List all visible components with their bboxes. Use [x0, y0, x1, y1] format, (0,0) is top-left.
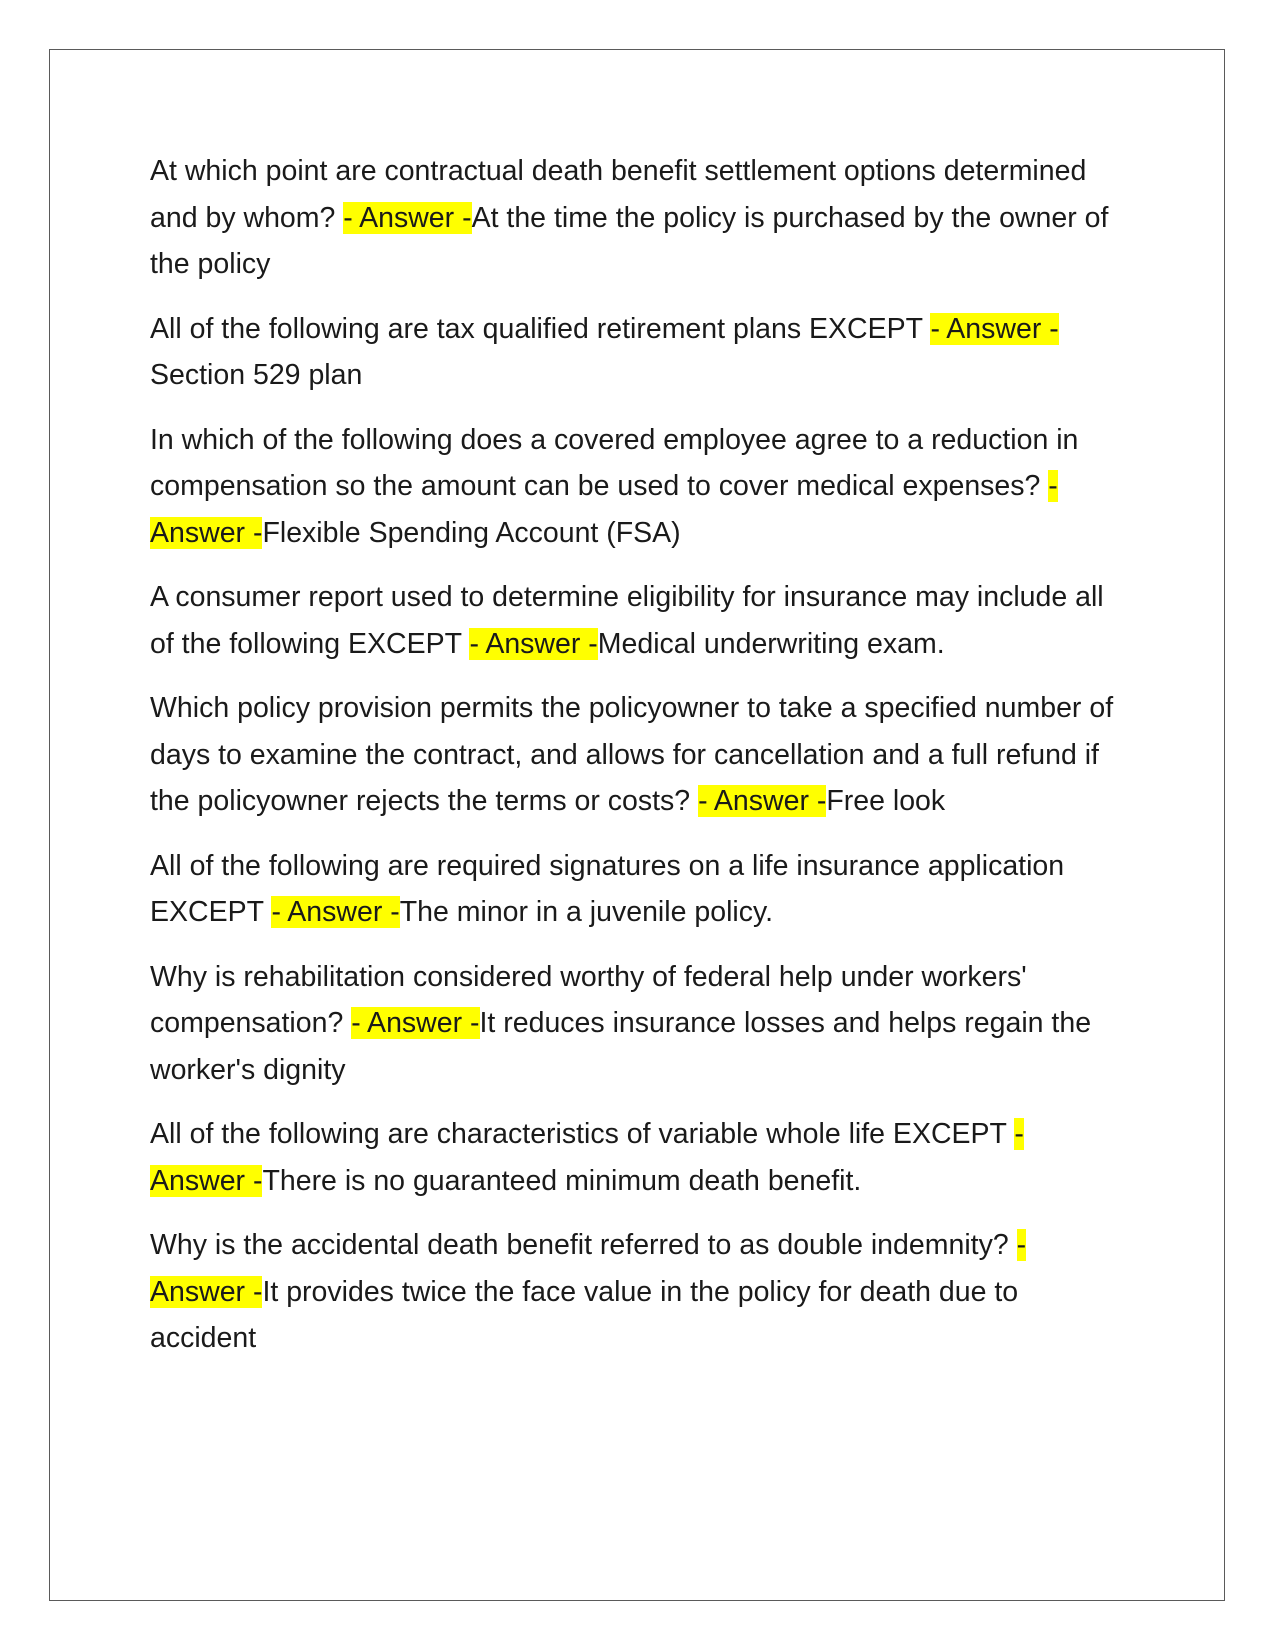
answer-marker-highlight: - Answer -: [351, 1007, 480, 1039]
answer-marker-highlight: - Answer -: [930, 312, 1059, 345]
answer-text: There is no guaranteed minimum death benefit.: [262, 1164, 862, 1197]
question-text: All of the following are characteristics of variable whole life EXCEPT: [150, 1118, 1015, 1150]
answer-marker-highlight: - Answer -: [150, 470, 1058, 549]
qa-item-2: [150, 306, 1125, 399]
answer-text: It provides twice the face value in the policy for death due to accident: [150, 1275, 1019, 1354]
question-text: All of the following are required signatures on a life insurance application EXCEPT: [150, 849, 1065, 928]
question-text: All of the following are tax qualified retirement plans EXCEPT: [150, 312, 931, 345]
qa-item-3: [150, 417, 1125, 557]
answer-marker-highlight: - Answer -: [698, 785, 827, 817]
qa-item-9: [150, 1222, 1125, 1362]
answer-text: Section 529 plan: [150, 359, 363, 391]
answer-text: Medical underwriting exam.: [597, 627, 945, 660]
answer-text: The minor in a juvenile policy.: [399, 896, 774, 928]
question-text: Why is the accidental death benefit referred to as double indemnity?: [150, 1229, 1017, 1261]
qa-item-5: [150, 685, 1125, 825]
answer-marker-highlight: - Answer -: [271, 896, 400, 928]
question-text: A consumer report used to determine eligibility for insurance may include all of the following EXCEPT: [150, 581, 1104, 660]
qa-item-1: [150, 148, 1125, 288]
answer-text: Free look: [826, 785, 946, 817]
qa-item-4: [150, 574, 1125, 667]
answer-marker-highlight: - Answer -: [469, 627, 598, 660]
answer-text: At the time the policy is purchased by the owner of the policy: [150, 201, 1109, 280]
question-text: In which of the following does a covered employee agree to a reduction in compensation so the amount can be used to cover medical expenses?: [150, 423, 1079, 502]
answer-marker-highlight: - Answer -: [150, 1118, 1024, 1197]
document-body: [150, 148, 1125, 1380]
answer-marker-highlight: - Answer -: [343, 201, 472, 234]
answer-marker-highlight: - Answer -: [150, 1229, 1027, 1308]
qa-item-8: [150, 1111, 1125, 1204]
answer-text: It reduces insurance losses and helps regain the worker's dignity: [150, 1007, 1092, 1086]
question-text: Why is rehabilitation considered worthy of federal help under workers' compensation?: [150, 960, 1027, 1039]
qa-item-6: [150, 843, 1125, 936]
qa-item-7: [150, 954, 1125, 1094]
question-text: Which policy provision permits the policyowner to take a specified number of days to examine the contract, and allows for cancellation and a full refund if the policyowner rejects the terms or costs?: [150, 692, 1114, 817]
question-text: At which point are contractual death benefit settlement options determined and by whom?: [150, 155, 1087, 234]
answer-text: Flexible Spending Account (FSA): [262, 516, 681, 549]
